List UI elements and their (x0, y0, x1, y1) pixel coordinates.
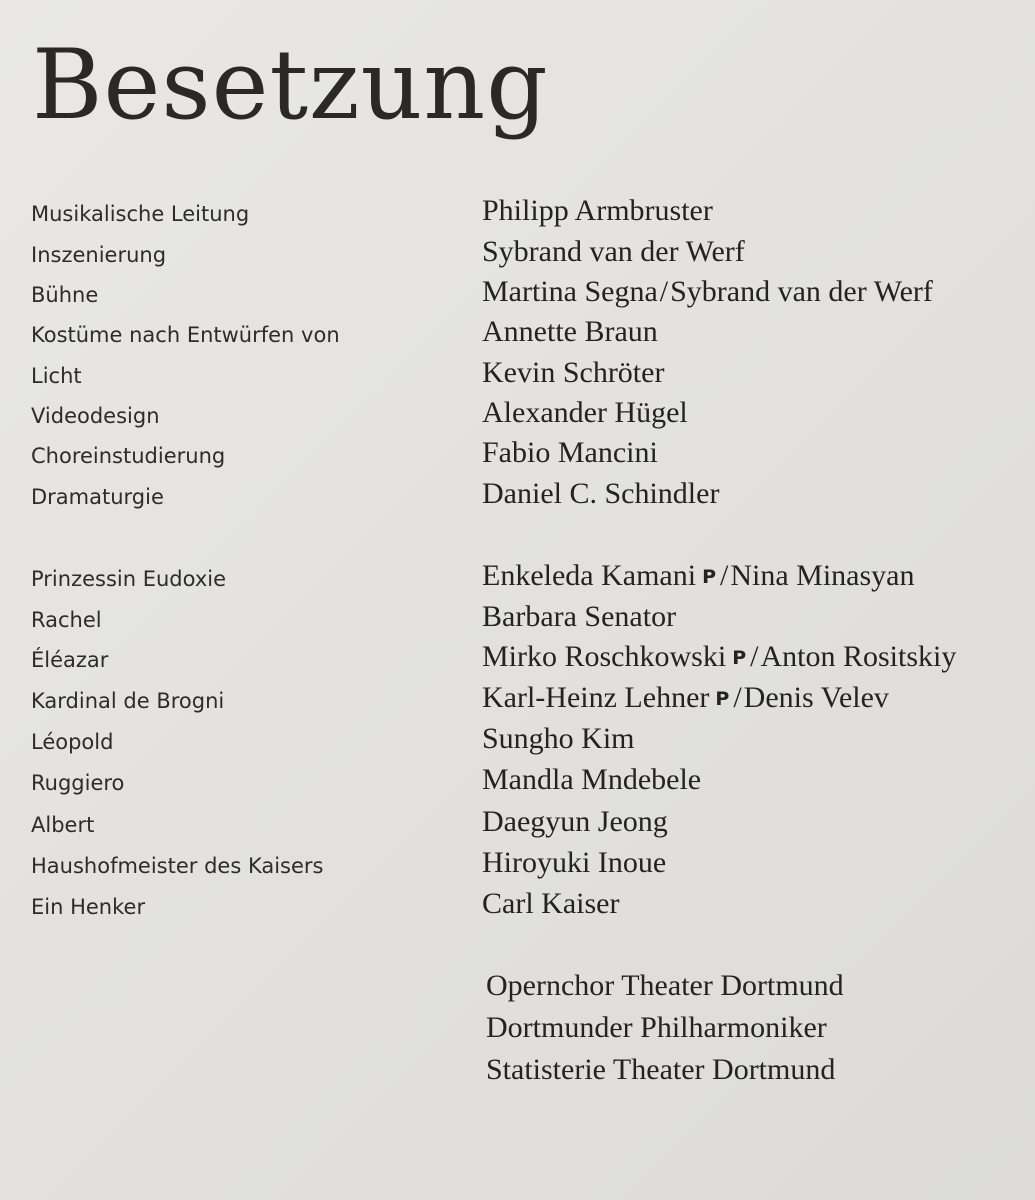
person-name: Philipp Armbruster (482, 194, 713, 227)
role-label: Prinzessin Eudoxie (31, 567, 227, 591)
role-label: Musikalische Leitung (31, 202, 250, 226)
person-name: Denis Velev (743, 681, 889, 714)
ensemble-name: Statisterie Theater Dortmund (486, 1053, 836, 1086)
person-names (482, 679, 889, 718)
role-label: Léopold (31, 730, 114, 754)
person-name: Kevin Schröter (482, 356, 665, 389)
person-name: Enkeleda Kamani (482, 559, 697, 592)
page-title: Besetzung (32, 29, 549, 141)
role-label: Ein Henker (31, 895, 146, 919)
cast-row (0, 803, 1035, 843)
ensemble-name: Dortmunder Philharmoniker (486, 1011, 827, 1044)
person-name: Annette Braun (482, 315, 658, 348)
person-name: Sybrand van der Werf (482, 235, 745, 268)
role-label: Videodesign (31, 404, 160, 428)
person-name: Martina Segna (482, 275, 658, 308)
name-separator: / (659, 275, 669, 308)
team-row (0, 394, 1035, 434)
team-row (0, 354, 1035, 394)
team-row (0, 192, 1035, 232)
role-label: Choreinstudierung (31, 444, 226, 468)
person-name: Mandla Mndebele (482, 763, 702, 796)
person-name: Karl-Heinz Lehner (482, 681, 710, 714)
person-name: Mirko Roschkowski (482, 640, 727, 673)
role-label: Haushofmeister des Kaisers (31, 854, 324, 878)
name-separator: / (750, 640, 759, 673)
team-row (0, 273, 1035, 313)
role-label: Ruggiero (31, 771, 125, 795)
role-label: Kardinal de Brogni (31, 689, 225, 713)
team-row (0, 313, 1035, 353)
role-label: Albert (31, 813, 95, 837)
person-name: Sungho Kim (482, 722, 635, 755)
person-names (482, 638, 956, 677)
cast-row (0, 844, 1035, 884)
cast-row (0, 720, 1035, 760)
person-name: Barbara Senator (482, 600, 677, 633)
team-row (0, 475, 1035, 515)
person-names (482, 557, 915, 596)
role-label: Inszenierung (31, 243, 167, 267)
name-separator: / (720, 559, 729, 592)
person-name: Alexander Hügel (482, 396, 688, 429)
name-separator: / (733, 681, 742, 714)
team-row (0, 233, 1035, 273)
role-label: Bühne (31, 283, 99, 307)
premiere-mark: P (732, 647, 747, 669)
ensemble-name: Opernchor Theater Dortmund (486, 969, 844, 1002)
role-label: Éléazar (31, 648, 109, 672)
person-name: Carl Kaiser (482, 887, 620, 920)
person-name: Hiroyuki Inoue (482, 846, 667, 879)
cast-row (0, 885, 1035, 925)
role-label: Licht (31, 364, 82, 388)
cast-row (0, 761, 1035, 801)
person-name: Anton Rositskiy (760, 640, 957, 673)
ensemble-row (0, 1051, 1035, 1091)
person-name: Sybrand van der Werf (670, 275, 933, 308)
role-label: Dramaturgie (31, 485, 164, 509)
cast-row (0, 638, 1035, 678)
ensemble-row (0, 967, 1035, 1007)
premiere-mark: P (715, 688, 730, 710)
person-name: Fabio Mancini (482, 436, 658, 469)
person-name: Daniel C. Schindler (482, 477, 720, 510)
ensemble-row (0, 1009, 1035, 1049)
person-name: Daegyun Jeong (482, 805, 668, 838)
role-label: Kostüme nach Entwürfen von (31, 323, 340, 347)
team-row (0, 434, 1035, 474)
cast-row (0, 679, 1035, 719)
person-names (482, 273, 933, 311)
premiere-mark: P (702, 566, 717, 588)
person-name: Nina Minasyan (730, 559, 915, 592)
role-label: Rachel (31, 608, 102, 632)
cast-row (0, 557, 1035, 597)
cast-row (0, 598, 1035, 638)
